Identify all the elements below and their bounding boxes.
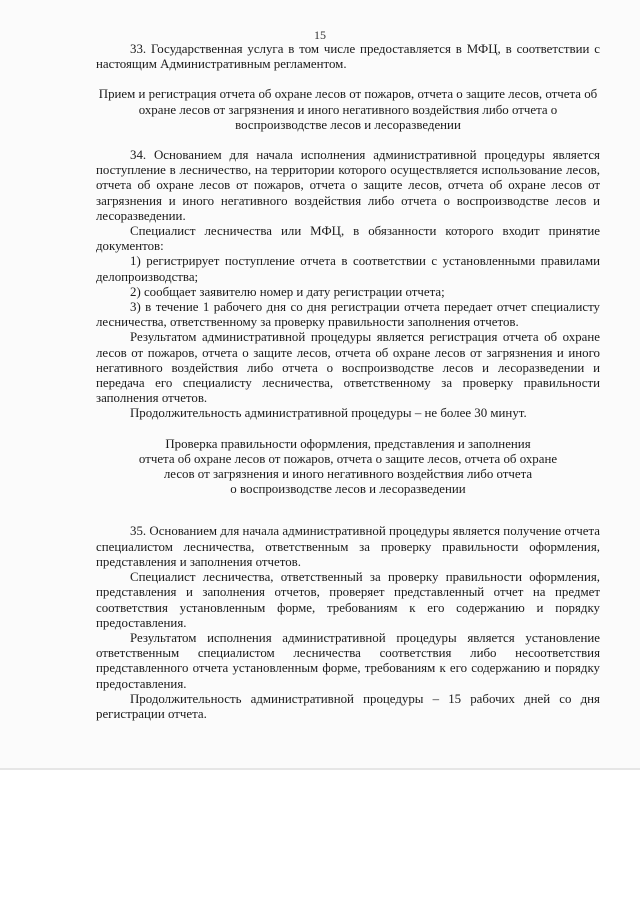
paragraph-35: 35. Основанием для начала административной процедуры является получение отчета специалистом лесничества, ответственным за проверку правильности оформления, представления и заполнения отчетов.	[96, 524, 600, 569]
paragraph-verification-duration: Продолжительность административной процедуры – 15 рабочих дней со дня регистрации отчета.	[96, 691, 600, 721]
paragraph-verification-specialist: Специалист лесничества, ответственный за проверку правильности оформления, представления и заполнения отчетов, проверяет представленный отчет на предмет соответствия установленным форме, требованиям к его содержанию и порядку предоставления.	[96, 570, 600, 630]
section-heading-registration: Прием и регистрация отчета об охране лесов от пожаров, отчета о защите лесов, отчета об охране лесов от загрязнения и иного негативного воздействия либо отчета о воспроизводстве лесов и лесоразведении	[98, 87, 598, 132]
section-heading-verification	[96, 437, 600, 498]
list-item-3: 3) в течение 1 рабочего дня со дня регистрации отчета передает отчет специалисту лесничества, ответственному за проверку правильности заполнения отчетов.	[96, 300, 600, 330]
paragraph-33: 33. Государственная услуга в том числе предоставляется в МФЦ, в соответствии с настоящим Административным регламентом.	[96, 42, 600, 72]
paragraph-34: 34. Основанием для начала исполнения административной процедуры является поступление в лесничество, на территории которого осуществляется использование лесов, отчета об охране лесов от пожаров, отчета о защите лесов, отчета об охране лесов от загрязнения и иного негативного воздействия либо отчета о воспроизводстве лесов и лесоразведении.	[96, 148, 600, 223]
paragraph-specialist-duties: Специалист лесничества или МФЦ, в обязанности которого входит принятие документов:	[96, 224, 600, 254]
document-body	[96, 42, 600, 722]
list-item-1: 1) регистрирует поступление отчета в соответствии с установленными правилами делопроизводства;	[96, 254, 600, 284]
heading-line: о воспроизводстве лесов и лесоразведении	[230, 482, 466, 497]
page-edge	[0, 768, 640, 770]
paragraph-result: Результатом административной процедуры является регистрация отчета об охране лесов от пожаров, отчета о защите лесов, отчета об охране лесов от загрязнения и иного негативного воздействия либо отчета о воспроизводстве лесов и лесоразведении и передача его специалисту лесничества, ответственному за проверку правильности заполнения отчетов.	[96, 330, 600, 406]
page-number: 15	[314, 28, 326, 42]
heading-line: отчета об охране лесов от пожаров, отчета о защите лесов, отчета об охране	[138, 451, 558, 466]
heading-line: лесов от загрязнения и иного негативного воздействия либо отчета	[163, 467, 533, 482]
list-item-2: 2) сообщает заявителю номер и дату регистрации отчета;	[130, 284, 445, 299]
paragraph-verification-result: Результатом исполнения административной процедуры является установление ответственным специалистом лесничества соответствия либо несоответствия представленного отчета установленным форме, требованиям к его содержанию и порядку предоставления.	[96, 630, 600, 691]
paragraph-duration: Продолжительность административной процедуры – не более 30 минут.	[130, 406, 527, 421]
heading-line: Проверка правильности оформления, представления и заполнения	[165, 436, 531, 451]
